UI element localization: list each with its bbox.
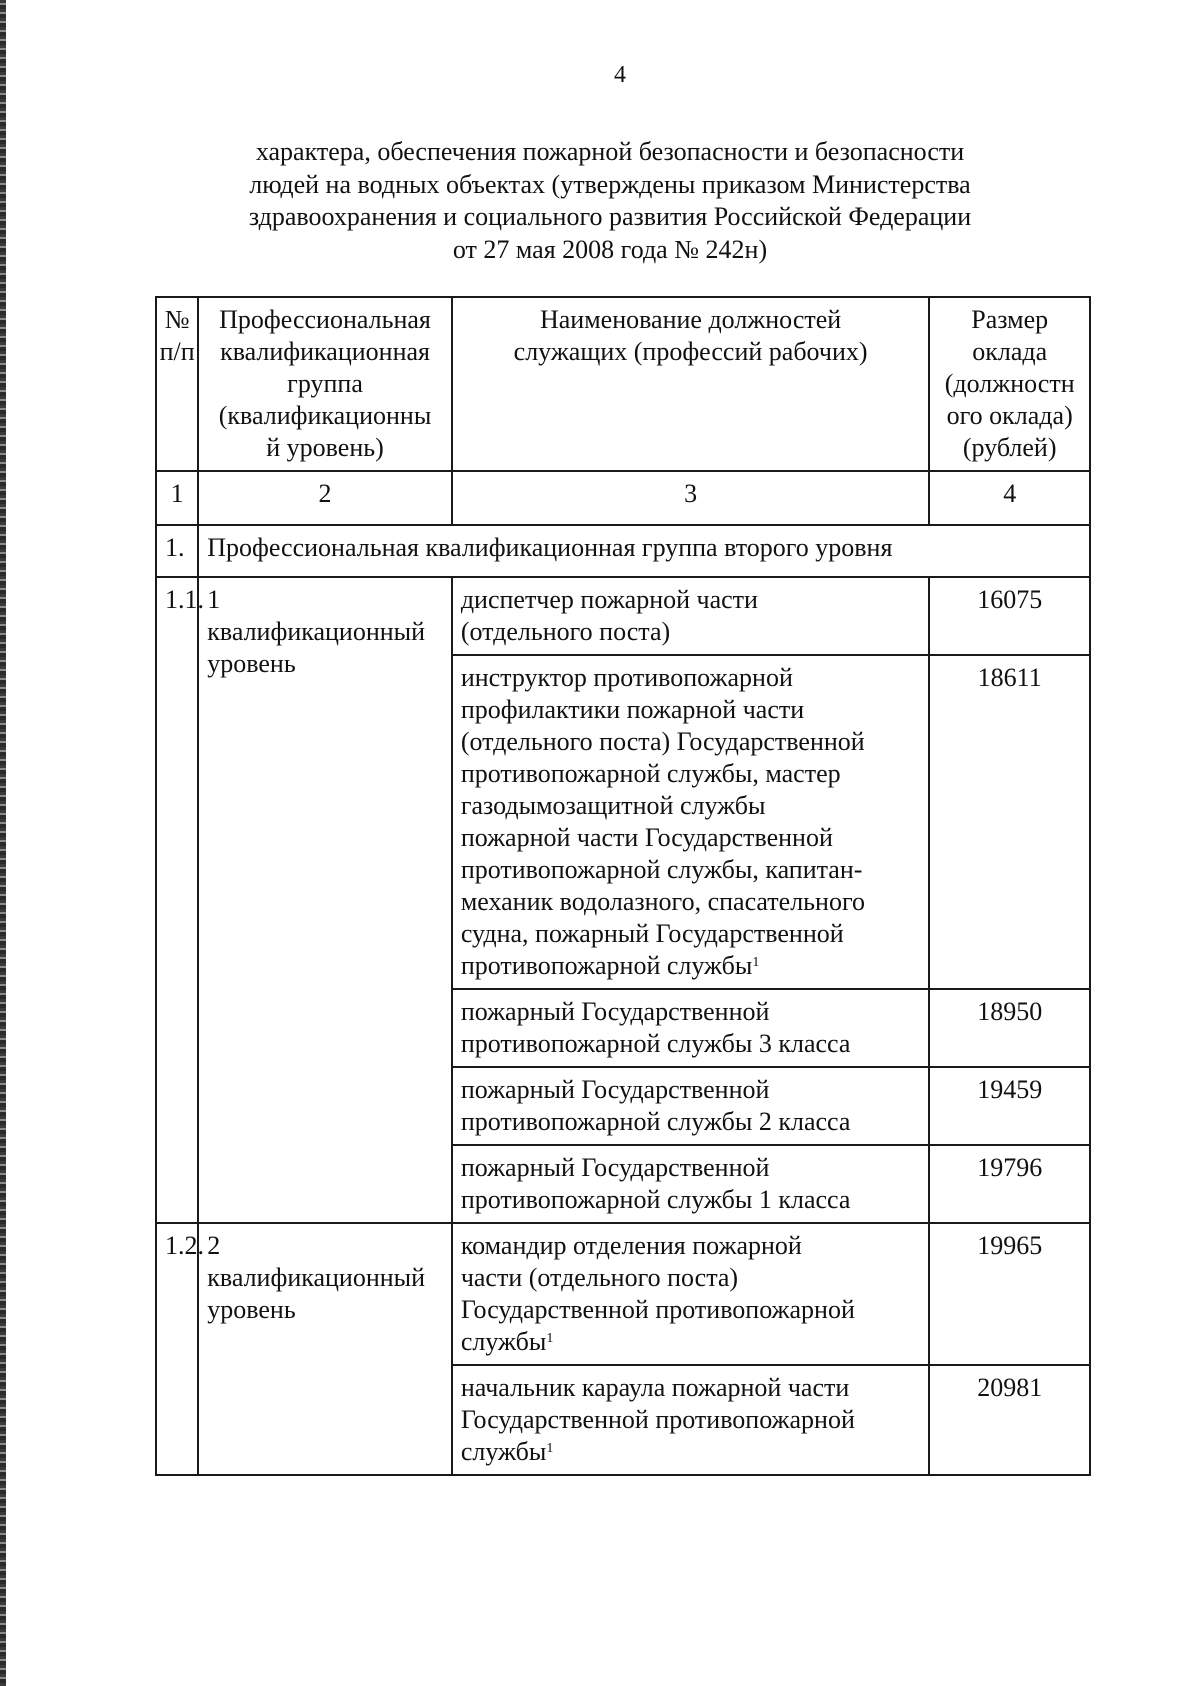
position-text: пожарный Государственной [460, 997, 770, 1026]
header-line: служащих (профессий рабочих) [513, 337, 868, 366]
level-number: 1.2. [156, 1223, 198, 1475]
salary-value: 20981 [929, 1365, 1090, 1475]
footnote-marker: 1 [752, 955, 760, 970]
position-text: противопожарной службы 3 класса [460, 1029, 851, 1058]
heading-line: здравоохранения и социального развития Российской Федерации [248, 202, 972, 231]
position-name [452, 989, 930, 1067]
heading-line: от 27 мая 2008 года № 242н) [452, 234, 768, 264]
level-line: уровень [207, 1295, 296, 1324]
column-number: 4 [929, 471, 1090, 525]
group-row [156, 525, 1090, 577]
column-number: 1 [156, 471, 198, 525]
position-name [452, 1145, 930, 1223]
level-line: 2 [207, 1231, 221, 1260]
qualification-level [198, 1223, 452, 1475]
position-text: командир отделения пожарной [460, 1231, 802, 1260]
column-number: 2 [198, 471, 452, 525]
heading-line: людей на водных объектах (утверждены приказом Министерства [249, 169, 971, 199]
position-line [461, 616, 921, 648]
header-line: (квалификационны [218, 401, 432, 430]
position-name [452, 1223, 930, 1365]
position-name [452, 655, 930, 989]
position-text: службы [460, 1437, 547, 1466]
position-line [461, 1372, 921, 1404]
position-text: (отдельного поста) [460, 617, 671, 646]
header-line: ого оклада) [946, 401, 1073, 430]
header-line: квалификационная [220, 337, 430, 366]
position-text: противопожарной службы, мастер [460, 759, 841, 788]
level-line: квалификационный [207, 617, 426, 646]
position-text: противопожарной службы, капитан- [460, 855, 863, 884]
position-line [461, 1028, 921, 1060]
position-line [461, 694, 921, 726]
scan-edge [0, 0, 6, 1686]
position-line [461, 1152, 921, 1184]
header-line: оклада [972, 337, 1048, 366]
position-text: противопожарной службы 1 класса [460, 1185, 851, 1214]
salary-table [155, 296, 1091, 1476]
position-line [461, 726, 921, 758]
header-line: п/п [159, 337, 195, 366]
page-number: 4 [614, 62, 626, 88]
position-line [461, 1106, 921, 1138]
document-heading [210, 136, 1010, 266]
position-line [461, 1294, 921, 1326]
salary-value: 19965 [929, 1223, 1090, 1365]
qualification-level [198, 577, 452, 1223]
position-text: газодымозащитной службы [460, 791, 766, 820]
position-name [452, 577, 930, 655]
position-text: части (отдельного поста) [460, 1263, 739, 1292]
level-number: 1.1. [156, 577, 198, 1223]
header-line: Наименование должностей [539, 305, 842, 334]
position-line [461, 886, 921, 918]
position-line [461, 1230, 921, 1262]
position-line [461, 662, 921, 694]
header-line: группа [287, 369, 363, 398]
position-text: инструктор противопожарной [460, 663, 793, 692]
position-text: механик водолазного, спасательного [460, 887, 865, 916]
salary-value: 18611 [929, 655, 1090, 989]
salary-value: 19459 [929, 1067, 1090, 1145]
position-line [461, 918, 921, 950]
position-line [461, 790, 921, 822]
position-line [461, 996, 921, 1028]
header-line: Размер [971, 305, 1049, 334]
heading-line: характера, обеспечения пожарной безопасности и безопасности [255, 137, 965, 166]
salary-value: 16075 [929, 577, 1090, 655]
salary-value: 19796 [929, 1145, 1090, 1223]
position-line [461, 1262, 921, 1294]
header-number [156, 297, 198, 471]
level-line: квалификационный [207, 1263, 426, 1292]
position-text: противопожарной службы [460, 951, 753, 980]
position-line [461, 584, 921, 616]
position-row [156, 577, 1090, 655]
header-salary [929, 297, 1090, 471]
footnote-marker: 1 [546, 1331, 554, 1346]
header-group [198, 297, 452, 471]
position-text: судна, пожарный Государственной [460, 919, 844, 948]
header-line: (рублей) [962, 433, 1057, 462]
column-number: 3 [452, 471, 930, 525]
header-line: й уровень) [266, 433, 384, 462]
header-positions [452, 297, 930, 471]
position-text: службы [460, 1327, 547, 1356]
position-row [156, 1223, 1090, 1365]
table-header-row [156, 297, 1090, 471]
column-number-row [156, 471, 1090, 525]
position-text: пожарный Государственной [460, 1153, 770, 1182]
position-line [461, 1074, 921, 1106]
position-line [461, 1404, 921, 1436]
position-text: пожарной части Государственной [460, 823, 833, 852]
position-text: диспетчер пожарной части [460, 585, 758, 614]
header-line: (должностн [944, 369, 1075, 398]
position-text: начальник караула пожарной части [460, 1373, 850, 1402]
footnote-marker: 1 [546, 1441, 554, 1456]
position-text: противопожарной службы 2 класса [460, 1107, 851, 1136]
position-line [461, 1326, 921, 1358]
salary-table-body [156, 297, 1090, 1475]
position-text: Государственной противопожарной [460, 1295, 855, 1324]
position-line [461, 854, 921, 886]
level-line: уровень [207, 649, 296, 678]
level-line: 1 [207, 585, 221, 614]
salary-value: 18950 [929, 989, 1090, 1067]
position-line [461, 950, 921, 982]
position-text: (отдельного поста) Государственной [460, 727, 865, 756]
position-text: профилактики пожарной части [460, 695, 805, 724]
position-text: пожарный Государственной [460, 1075, 770, 1104]
position-text: Государственной противопожарной [460, 1405, 855, 1434]
position-line [461, 822, 921, 854]
header-line: № [164, 305, 190, 334]
group-title: Профессиональная квалификационная группа второго уровня [198, 525, 1090, 577]
group-number: 1. [156, 525, 198, 577]
header-line: Профессиональная [219, 305, 431, 334]
position-name [452, 1067, 930, 1145]
position-line [461, 758, 921, 790]
position-line [461, 1184, 921, 1216]
position-name [452, 1365, 930, 1475]
position-line [461, 1436, 921, 1468]
